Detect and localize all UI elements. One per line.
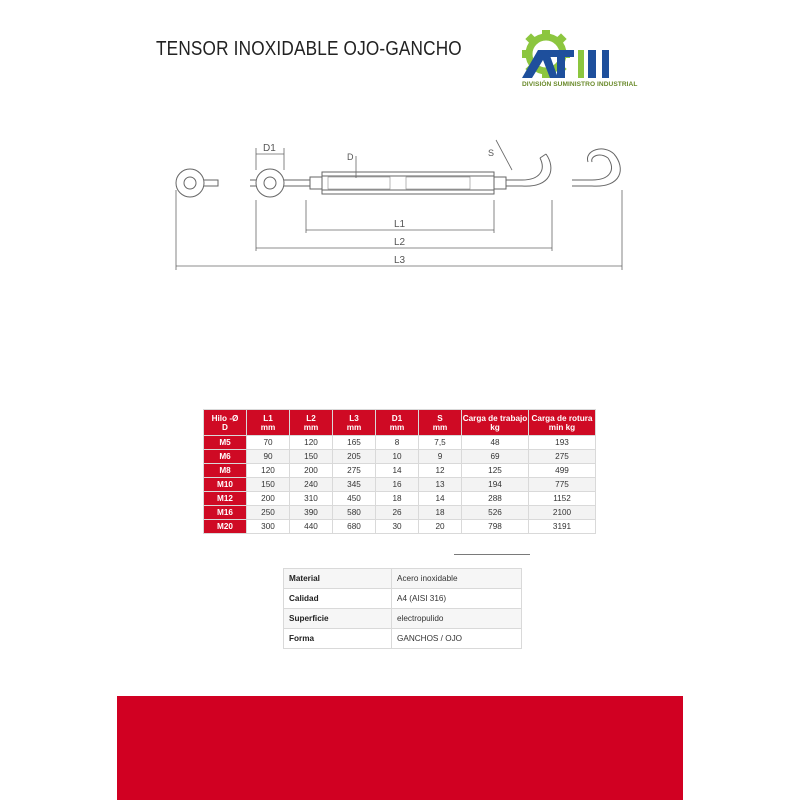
table-cell: 165 <box>333 436 376 450</box>
table-cell: 12 <box>419 464 462 478</box>
table-cell: 120 <box>247 464 290 478</box>
table-cell: 9 <box>419 450 462 464</box>
logo-subtitle: DIVISIÓN SUMINISTRO INDUSTRIAL <box>522 81 638 88</box>
table-cell: 798 <box>462 520 529 534</box>
hook-icon <box>506 154 551 186</box>
properties-table-body <box>284 569 522 649</box>
property-key: Superficie <box>284 609 392 629</box>
spec-table-body <box>204 436 596 534</box>
header-cell: Carga de trabajo kg <box>462 410 529 436</box>
table-cell: 205 <box>333 450 376 464</box>
thread-size-cell: M10 <box>204 478 247 492</box>
thread-size-cell: M12 <box>204 492 247 506</box>
property-key: Calidad <box>284 589 392 609</box>
table-cell: 20 <box>419 520 462 534</box>
thread-size-cell: M6 <box>204 450 247 464</box>
table-cell: 1152 <box>529 492 596 506</box>
table-row <box>204 520 596 534</box>
table-cell: 10 <box>376 450 419 464</box>
loose-hook-icon <box>572 149 620 186</box>
spec-header-row <box>204 410 596 436</box>
turnbuckle-body <box>322 172 506 194</box>
label-s: S <box>488 148 495 158</box>
label-d: D <box>347 152 354 162</box>
spec-table <box>203 409 596 534</box>
table-cell: 275 <box>529 450 596 464</box>
separator-line <box>454 554 530 555</box>
table-cell: 450 <box>333 492 376 506</box>
table-cell: 390 <box>290 506 333 520</box>
table-cell: 120 <box>290 436 333 450</box>
table-cell: 775 <box>529 478 596 492</box>
property-row <box>284 569 522 589</box>
table-cell: 194 <box>462 478 529 492</box>
table-cell: 2100 <box>529 506 596 520</box>
thread-size-cell: M20 <box>204 520 247 534</box>
table-cell: 13 <box>419 478 462 492</box>
header-cell: L1 mm <box>247 410 290 436</box>
table-cell: 14 <box>376 464 419 478</box>
table-cell: 150 <box>290 450 333 464</box>
table-cell: 200 <box>290 464 333 478</box>
table-row <box>204 506 596 520</box>
property-key: Forma <box>284 629 392 649</box>
header-cell: Hilo -Ø D <box>204 410 247 436</box>
table-cell: 48 <box>462 436 529 450</box>
ati-letters <box>522 50 609 78</box>
table-cell: 150 <box>247 478 290 492</box>
table-cell: 18 <box>376 492 419 506</box>
label-d1: D1 <box>263 143 276 154</box>
label-l2: L2 <box>394 237 406 248</box>
thread-size-cell: M16 <box>204 506 247 520</box>
table-cell: 440 <box>290 520 333 534</box>
footer-band <box>117 696 683 800</box>
table-cell: 26 <box>376 506 419 520</box>
table-row <box>204 450 596 464</box>
property-value: GANCHOS / OJO <box>392 629 522 649</box>
table-cell: 499 <box>529 464 596 478</box>
table-cell: 300 <box>247 520 290 534</box>
property-row <box>284 629 522 649</box>
table-cell: 275 <box>333 464 376 478</box>
table-row <box>204 464 596 478</box>
property-row <box>284 589 522 609</box>
table-cell: 580 <box>333 506 376 520</box>
property-key: Material <box>284 569 392 589</box>
header-cell: Carga de rotura min kg <box>529 410 596 436</box>
table-cell: 680 <box>333 520 376 534</box>
table-cell: 193 <box>529 436 596 450</box>
table-cell: 250 <box>247 506 290 520</box>
table-cell: 30 <box>376 520 419 534</box>
page-title: TENSOR INOXIDABLE OJO-GANCHO <box>156 38 462 60</box>
header-cell: L2 mm <box>290 410 333 436</box>
table-cell: 125 <box>462 464 529 478</box>
table-cell: 14 <box>419 492 462 506</box>
label-l1: L1 <box>394 219 406 230</box>
loose-eye-icon <box>176 169 218 197</box>
table-cell: 310 <box>290 492 333 506</box>
header-cell: S mm <box>419 410 462 436</box>
table-cell: 200 <box>247 492 290 506</box>
table-cell: 8 <box>376 436 419 450</box>
label-l3: L3 <box>394 255 406 266</box>
property-value: Acero inoxidable <box>392 569 522 589</box>
eye-bolt-icon <box>250 169 322 197</box>
property-row <box>284 609 522 629</box>
table-cell: 288 <box>462 492 529 506</box>
table-cell: 69 <box>462 450 529 464</box>
table-cell: 3191 <box>529 520 596 534</box>
table-cell: 526 <box>462 506 529 520</box>
header-cell: D1 mm <box>376 410 419 436</box>
table-cell: 240 <box>290 478 333 492</box>
table-row <box>204 478 596 492</box>
thread-size-cell: M8 <box>204 464 247 478</box>
thread-size-cell: M5 <box>204 436 247 450</box>
table-row <box>204 436 596 450</box>
turnbuckle-drawing <box>160 130 630 280</box>
header-cell: L3 mm <box>333 410 376 436</box>
property-value: electropulido <box>392 609 522 629</box>
property-value: A4 (AISI 316) <box>392 589 522 609</box>
table-cell: 18 <box>419 506 462 520</box>
table-cell: 70 <box>247 436 290 450</box>
properties-table <box>283 568 522 649</box>
table-cell: 7,5 <box>419 436 462 450</box>
table-cell: 16 <box>376 478 419 492</box>
table-cell: 345 <box>333 478 376 492</box>
table-row <box>204 492 596 506</box>
table-cell: 90 <box>247 450 290 464</box>
